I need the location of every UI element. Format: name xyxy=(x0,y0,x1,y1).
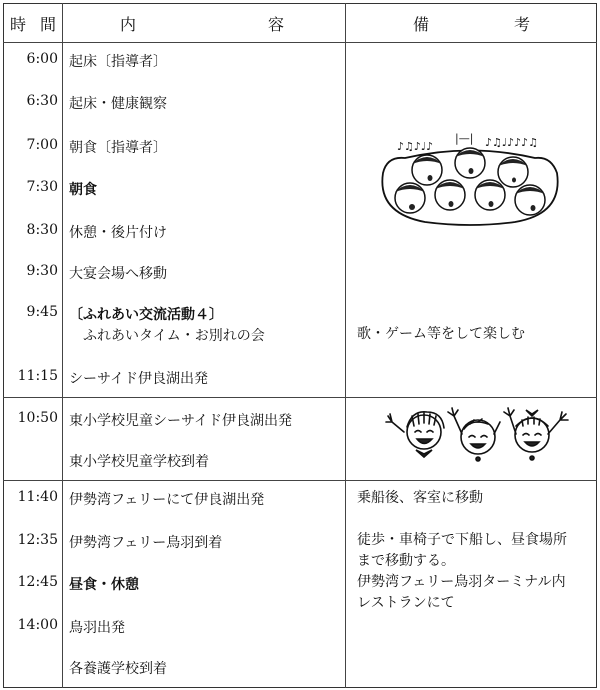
note-text: レストランにて xyxy=(357,595,455,611)
row-activity-sub: ふれあいタイム・お別れの会 xyxy=(83,328,265,344)
header-notes-1: 備 xyxy=(413,15,430,34)
section-divider-1 xyxy=(3,397,597,398)
header-content-1: 内 xyxy=(120,15,137,34)
header-notes-2: 考 xyxy=(514,15,531,34)
row-time: 11:15 xyxy=(17,368,58,384)
row-time: 6:00 xyxy=(26,51,58,67)
header-time-1: 時 xyxy=(10,15,27,34)
header-time-2: 間 xyxy=(40,15,57,34)
row-time: 7:00 xyxy=(26,137,58,153)
row-time: 9:45 xyxy=(26,304,58,320)
row-activity: 伊勢湾フェリーにて伊良湖出発 xyxy=(69,492,265,508)
row-activity: 伊勢湾フェリー鳥羽到着 xyxy=(69,535,223,551)
children-singing-choir-icon xyxy=(375,128,565,226)
note-text: 徒歩・車椅子で下船し、昼食場所 xyxy=(357,532,567,548)
row-time: 12:35 xyxy=(17,532,58,548)
note-text: 乗船後、客室に移動 xyxy=(357,490,483,506)
column-divider-time xyxy=(62,3,63,688)
svg-text:|—|: |—| xyxy=(455,132,474,145)
column-divider-notes xyxy=(345,3,346,688)
section-divider-2 xyxy=(3,480,597,481)
row-activity: 東小学校児童シーサイド伊良湖出発 xyxy=(69,413,293,429)
row-activity: シーサイド伊良湖出発 xyxy=(69,371,209,387)
row-activity: 朝食 xyxy=(69,182,97,198)
row-activity: 大宴会場へ移動 xyxy=(69,266,167,282)
row-time: 7:30 xyxy=(26,179,58,195)
row-activity: 起床〔指導者〕 xyxy=(69,54,167,70)
svg-text:♪♫♪♩♪: ♪♫♪♩♪ xyxy=(397,140,434,153)
row-time: 8:30 xyxy=(26,222,58,238)
row-activity: 〔ふれあい交流活動４〕 xyxy=(69,307,223,323)
row-activity: 鳥羽出発 xyxy=(69,620,125,636)
header-content-2: 容 xyxy=(268,15,285,34)
row-time: 9:30 xyxy=(26,263,58,279)
row-activity: 休憩・後片付け xyxy=(69,225,167,241)
row-time: 11:40 xyxy=(17,489,58,505)
row-activity: 昼食・休憩 xyxy=(69,577,139,593)
row-time: 10:50 xyxy=(17,410,58,426)
row-activity: 朝食〔指導者〕 xyxy=(69,140,167,156)
row-time: 6:30 xyxy=(26,93,58,109)
three-children-waving-icon xyxy=(382,402,572,466)
note-text: 歌・ゲーム等をして楽しむ xyxy=(357,326,525,342)
note-text: 伊勢湾フェリー鳥羽ターミナル内 xyxy=(357,574,566,590)
header-divider xyxy=(3,42,597,43)
svg-text:♪♫♩♪♪♪♫: ♪♫♩♪♪♪♫ xyxy=(485,136,538,149)
row-activity: 各養護学校到着 xyxy=(69,661,167,677)
note-text: まで移動する。 xyxy=(357,553,455,569)
row-time: 12:45 xyxy=(17,574,58,590)
row-time: 14:00 xyxy=(17,617,58,633)
row-activity: 起床・健康観察 xyxy=(69,96,167,112)
row-activity: 東小学校児童学校到着 xyxy=(69,454,209,470)
